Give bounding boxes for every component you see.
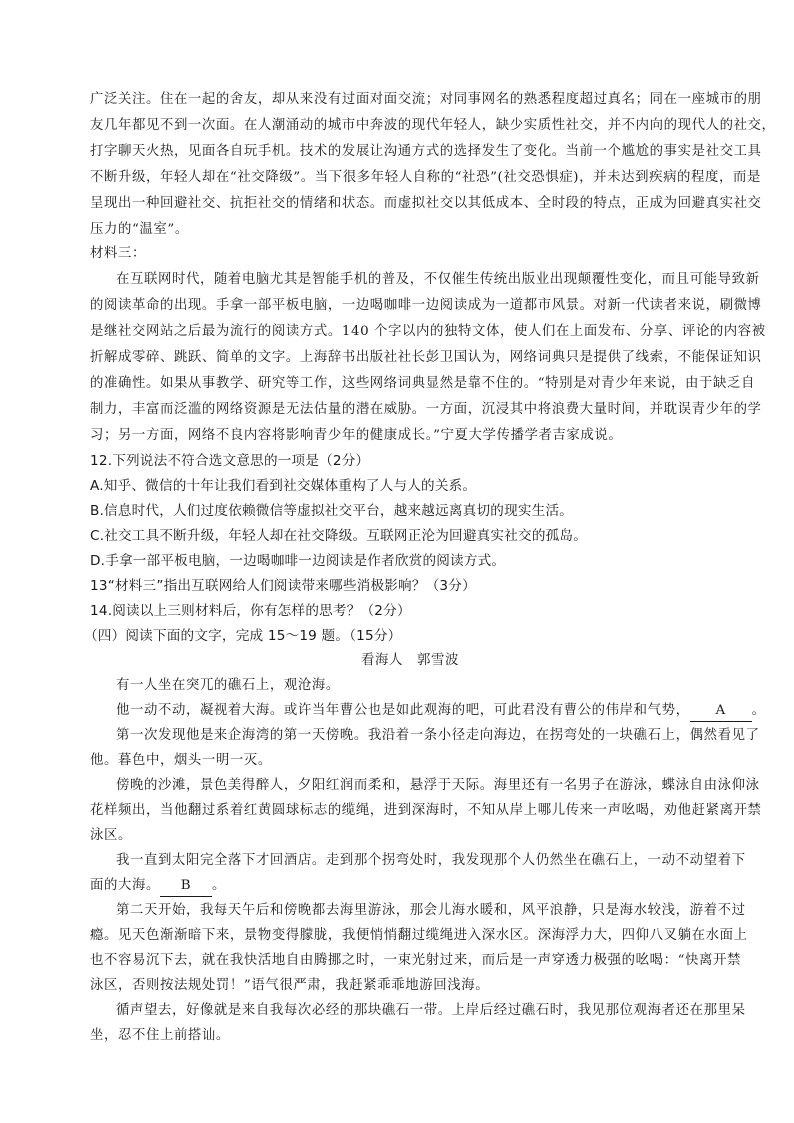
question-12-option-c: C.社交工具不断升级，年轻人却在社交降级。互联网正沦为回避真实社交的孤岛。 xyxy=(90,528,587,544)
question-13: 13“材料三”指出互联网给人们阅读带来哪些消极影响？（3分） xyxy=(90,578,476,594)
story-paragraph-blank-a xyxy=(116,701,766,722)
material-3-line: 的准确性。如果从事教学、研究等工作，这些网络词典显然是靠不住的。“特别是对青少年来说，由于缺乏自 xyxy=(90,376,756,391)
story-text: 面的大海。 xyxy=(90,878,160,893)
material-3-line: 是继社交网站之后最为流行的阅读方式。140 个字以内的独特文体，使人们在上面发布、分享、评论的内容被 xyxy=(90,324,766,339)
material-2-line: 广泛关注。住在一起的舍友，却从来没有过面对面交流；对同事网名的熟悉程度超过真名；同在一座城市的朋 xyxy=(90,92,762,107)
story-paragraph: 第二天开始，我每天午后和傍晚都去海里游泳，那会儿海水暖和，风平浪静，只是海水较浅，游着不过 xyxy=(116,903,746,918)
section-4-heading: （四）阅读下面的文字，完成 15～19 题。（15分） xyxy=(84,628,402,644)
story-text: 他一动不动，凝视着大海。或许当年曹公也是如此观海的吧，可此君没有曹公的伟岸和气势， xyxy=(116,703,690,718)
story-text: 。 xyxy=(751,703,766,718)
story-paragraph: 也不容易沉下去，就在我快活地自由腾挪之时，一束光射过来，而后是一声穿透力极强的吆喝：“快离开禁 xyxy=(90,953,742,968)
material-2-line: 友几年都见不到一次面。在人潮涌动的城市中奔波的现代年轻人，缺少实质性社交，并不内向的现代人的社交， xyxy=(90,118,776,133)
material-3-label: 材料三： xyxy=(90,246,146,261)
story-paragraph: 瘾。见天色渐渐暗下来，景物变得朦胧，我便悄悄翻过缆绳进入深水区。深海浮力大，四仰八叉躺在水面上 xyxy=(90,928,748,943)
question-12: 12.下列说法不符合选文意思的一项是（2分） xyxy=(90,453,370,469)
question-12-option-d: D.手拿一部平板电脑，一边喝咖啡一边阅读是作者欣赏的阅读方式。 xyxy=(90,553,506,569)
question-14: 14.阅读以上三则材料后，你有怎样的思考？（2分） xyxy=(90,603,411,619)
story-paragraph: 坐，忍不住上前搭讪。 xyxy=(90,1028,230,1043)
story-paragraph: 有一人坐在突兀的礁石上，观沧海。 xyxy=(116,678,340,693)
story-paragraph: 傍晚的沙滩，景色美得醉人，夕阳红润而柔和，悬浮于天际。海里还有一名男子在游泳，蝶泳自由泳仰泳 xyxy=(116,778,760,793)
story-paragraph: 第一次发现他是来企海湾的第一天傍晚。我沿着一条小径走向海边，在拐弯处的一块礁石上，偶然看见了 xyxy=(116,728,760,743)
blank-a: A xyxy=(690,701,752,722)
question-12-option-a: A.知乎、微信的十年让我们看到社交媒体重构了人与人的关系。 xyxy=(90,478,477,494)
material-2-line: 打字聊天火热，见面各自玩手机。技术的发展让沟通方式的选择发生了变化。当前一个尴尬的事实是社交工具 xyxy=(90,144,762,159)
story-paragraph: 泳区。 xyxy=(90,828,132,843)
material-2-line: 不断升级，年轻人却在“社交降级”。当下很多年轻人自称的“社恐”(社交恐惧症)，并未达到疾病的程度，而是 xyxy=(90,170,762,185)
blank-b: B xyxy=(160,876,212,897)
material-3-line: 在互联网时代，随着电脑尤其是智能手机的普及，不仅催生传统出版业出现颠覆性变化，而且可能导致新 xyxy=(116,272,760,287)
story-paragraph: 我一直到太阳完全落下才回酒店。走到那个拐弯处时，我发现那个人仍然坐在礁石上，一动不动望着下 xyxy=(116,853,746,868)
story-paragraph: 循声望去，好像就是来自我每次必经的那块礁石一带。上岸后经过礁石时，我见那位观海者还在那里呆 xyxy=(116,1003,746,1018)
material-3-line: 制力，丰富而泛滥的网络资源是无法估量的潜在威胁。一方面，沉浸其中将浪费大量时间，并耽误青少年的学 xyxy=(90,402,762,417)
story-paragraph-blank-b xyxy=(90,876,730,897)
story-title: 看海人 郭雪波 xyxy=(361,653,459,668)
story-text: 。 xyxy=(211,878,226,893)
material-2-line: 呈现出一种回避社交、抗拒社交的情绪和状态。而虚拟社交以其低成本、全时段的特点，正成为回避真实社交 xyxy=(90,196,762,211)
material-3-line: 折解成零碎、跳跃、简单的文字。上海辞书出版社社长彭卫国认为，网络词典只是提供了线索，不能保证知识 xyxy=(90,350,762,365)
material-3-line: 习；另一方面，网络不良内容将影响青少年的健康成长。”宁夏大学传播学者吉家成说。 xyxy=(90,428,623,443)
story-paragraph: 他。暮色中，烟头一明一灭。 xyxy=(90,753,272,768)
material-2-line: 压力的“温室”。 xyxy=(90,222,189,237)
story-paragraph: 泳区，否则按法规处罚！”语气很严肃，我赶紧乖乖地游回浅海。 xyxy=(90,978,490,993)
story-paragraph: 花样频出，当他翻过系着红黄圆球标志的缆绳，进到深海时，不知从岸上哪儿传来一声吆喝，劝他赶紧离开禁 xyxy=(90,803,762,818)
question-12-option-b: B.信息时代，人们过度依赖微信等虚拟社交平台，越来越远离真切的现实生活。 xyxy=(90,503,574,519)
material-3-line: 的阅读革命的出现。手拿一部平板电脑，一边喝咖啡一边阅读成为一道都市风景。对新一代读者来说，刷微博 xyxy=(90,298,762,313)
